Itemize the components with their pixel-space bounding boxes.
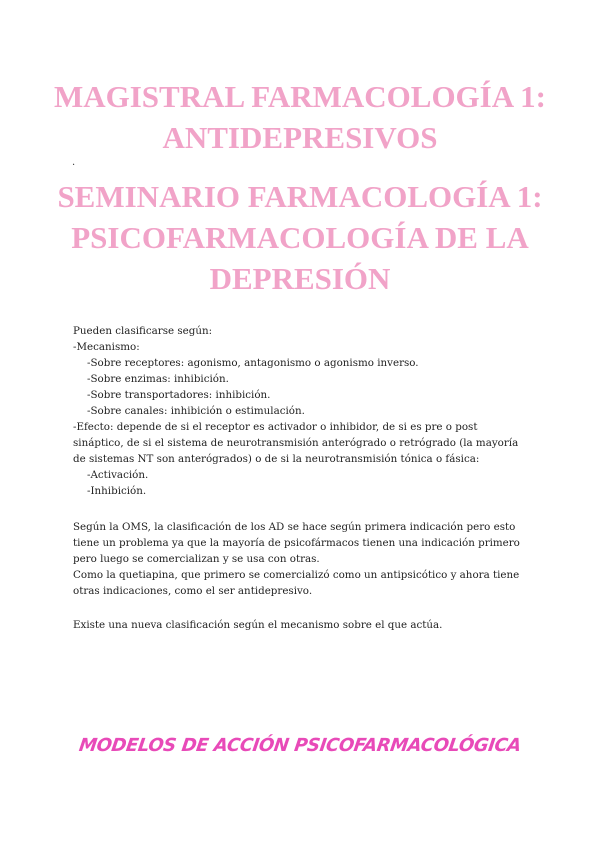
list-item: -Sobre enzimas: inhibición. <box>87 373 229 385</box>
list-item: -Inhibición. <box>87 485 147 497</box>
list-item: -Sobre receptores: agonismo, antagonismo o agonismo inverso. <box>87 357 419 369</box>
oms-block <box>73 519 528 599</box>
section-heading: MODELOS DE ACCIÓN PSICOFARMACOLÓGICA <box>77 735 523 756</box>
stray-dot: . <box>72 157 76 168</box>
intro-line: Pueden clasificarse según: <box>73 325 213 337</box>
oms-paragraph: Según la OMS, la clasificación de los AD se hace según primera indicación pero esto tiene un problema ya que la mayoría de psicofármacos tienen una indicación primero pero luego se comercializan y se usa con otras. <box>73 521 520 565</box>
title-seminario: SEMINARIO FARMACOLOGÍA 1: PSICOFARMACOLOGÍA DE LA DEPRESIÓN <box>57 179 543 296</box>
list-item: -Sobre transportadores: inhibición. <box>87 389 271 401</box>
title-magistral: MAGISTRAL FARMACOLOGÍA 1: ANTIDEPRESIVOS <box>53 79 546 155</box>
list-item: -Activación. <box>87 469 149 481</box>
efecto-paragraph: -Efecto: depende de si el receptor es activador o inhibidor, de si es pre o post sináptico, de si el sistema de neurotransmisión anterógrado o retrógrado (la mayoría de sistemas NT son anterógrados) o de si la neurotransmisión tónica o fásica: <box>73 421 519 465</box>
quetiapina-paragraph: Como la quetiapina, que primero se comercializó como un antipsicótico y ahora tiene otras indicaciones, como el ser antidepresivo. <box>73 569 520 597</box>
new-classification-paragraph: Existe una nueva clasificación según el mecanismo sobre el que actúa. <box>73 619 443 631</box>
list-item: -Sobre canales: inhibición o estimulación. <box>87 405 305 417</box>
classification-block <box>73 323 528 499</box>
new-classification-block <box>73 617 528 633</box>
mecanismo-line: -Mecanismo: <box>73 341 140 353</box>
